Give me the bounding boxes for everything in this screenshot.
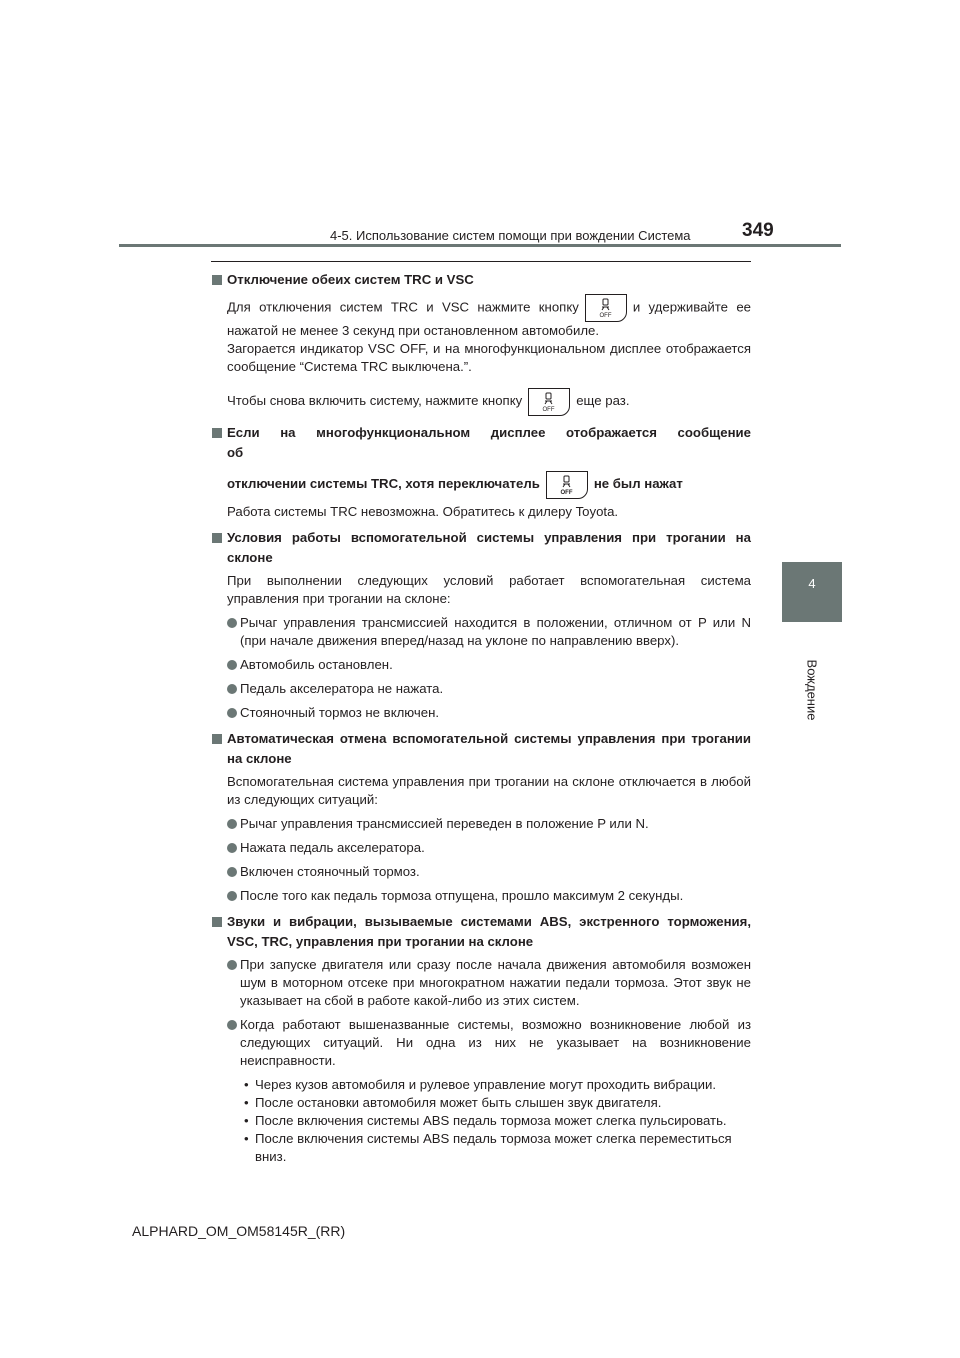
square-bullet-icon (212, 275, 222, 285)
sub-list-item (211, 1112, 751, 1130)
round-bullet-icon (227, 960, 237, 970)
list-item-text: Нажата педаль акселератора. (240, 840, 425, 855)
list-item-text: Когда работают вышеназванные системы, возможно возникновение любой из следующих ситуаций. Ни одна из них не указывает на возникновение неисправности. (240, 1017, 751, 1068)
section-title-continued (211, 469, 751, 499)
sub-bullet-mark: • (244, 1077, 249, 1092)
sub-list-item (211, 1076, 751, 1094)
paragraph: Работа системы TRC невозможна. Обратитесь к дилеру Toyota. (227, 504, 619, 519)
list-item (211, 656, 751, 674)
vsc-off-button-icon (528, 388, 570, 416)
list-item (211, 815, 751, 833)
list-item (211, 887, 751, 905)
sub-list-item-text: Через кузов автомобиля и рулевое управление могут проходить вибрации. (255, 1077, 717, 1092)
vsc-off-button-icon (546, 471, 588, 499)
sub-list-item-text: После остановки автомобиля может быть слышен звук двигателя. (255, 1095, 662, 1110)
paragraph (211, 294, 751, 322)
sub-list-item-text: После включения системы ABS педаль тормоза может слегка переместиться вниз. (255, 1131, 732, 1164)
document-code: ALPHARD_OM_OM58145R_(RR) (132, 1223, 346, 1239)
list-item (211, 704, 751, 722)
header-title: 4-5. Использование систем помощи при вождении Система (330, 228, 691, 243)
list-item-text: После того как педаль тормоза отпущена, прошло максимум 2 секунды. (240, 888, 684, 903)
page-header (0, 0, 960, 250)
sub-list-item-text: После включения системы ABS педаль тормоза может слегка пульсировать. (255, 1113, 727, 1128)
list-item-text: При запуске двигателя или сразу после начала движения автомобиля возможен шум в моторном отсеке при многократном нажатии педали тормоза. Этот звук не указывает на сбой в работе какой-либо из этих систем. (240, 957, 751, 1008)
section-title-text: Условия работы вспомогательной системы управления при трогании на склоне (227, 530, 751, 565)
round-bullet-icon (227, 819, 237, 829)
section-trc-message (211, 423, 751, 521)
list-item-text: Стояночный тормоз не включен. (240, 705, 440, 720)
list-item-text: Педаль акселератора не нажата. (240, 681, 444, 696)
paragraph-text: Для отключения систем TRC и VSC нажмите кнопку (227, 299, 579, 315)
square-bullet-icon (212, 533, 222, 543)
paragraph-text: еще раз. (576, 393, 630, 408)
button-icon-text: OFF (560, 489, 573, 496)
sub-bullet-mark: • (244, 1095, 249, 1110)
round-bullet-icon (227, 660, 237, 670)
page-content (211, 261, 751, 1166)
chapter-number: 4 (808, 576, 816, 591)
list-item (211, 680, 751, 698)
list-item (211, 863, 751, 881)
paragraph-text: Чтобы снова включить систему, нажмите кнопку (227, 393, 523, 408)
paragraph: Загорается индикатор VSC OFF, и на многофункциональном дисплее отображается сообщение “Система TRC выключена.”. (227, 341, 751, 374)
round-bullet-icon (227, 867, 237, 877)
section-trc-vsc-off (211, 270, 751, 416)
square-bullet-icon (212, 917, 222, 927)
list-item-text: Автомобиль остановлен. (240, 657, 393, 672)
paragraph-text: и удерживайте ее (632, 299, 752, 315)
chapter-tab (782, 562, 842, 622)
section-title (211, 912, 751, 952)
round-bullet-icon (227, 891, 237, 901)
list-item (211, 839, 751, 857)
round-bullet-icon (227, 843, 237, 853)
list-item-text: Рычаг управления трансмиссией находится в положении, отличном от P или N (при начале движения вперед/назад на уклоне по направлению вверх). (240, 615, 751, 648)
section-title-text: Если на многофункциональном дисплее отображается сообщение об (227, 425, 751, 460)
square-bullet-icon (212, 428, 222, 438)
section-title-text: Автоматическая отмена вспомогательной системы управления при трогании на склоне (227, 731, 751, 766)
section-title-text: Звуки и вибрации, вызываемые системами ABS, экстренного торможения, VSC, TRC, управления при трогании на склоне (227, 914, 751, 949)
square-bullet-icon (212, 734, 222, 744)
button-icon-text: OFF (542, 406, 555, 413)
section-title-text: отключении системы TRC, хотя переключатель (227, 476, 540, 491)
paragraph: нажатой не менее 3 секунд при остановленном автомобиле. (227, 323, 600, 338)
vsc-off-button-icon (585, 294, 627, 322)
section-hill-start-cancel (211, 729, 751, 905)
content-rule (211, 261, 751, 262)
sub-bullet-mark: • (244, 1113, 249, 1128)
section-title (211, 729, 751, 769)
header-rule (119, 244, 841, 247)
paragraph (211, 386, 751, 416)
list-item (211, 956, 751, 1010)
section-title (211, 423, 751, 463)
sub-list (211, 1076, 751, 1166)
list-item (211, 1016, 751, 1070)
round-bullet-icon (227, 708, 237, 718)
sub-bullet-mark: • (244, 1131, 249, 1146)
paragraph: При выполнении следующих условий работает вспомогательная система управления при трогании на склоне: (227, 573, 751, 606)
section-title-text: Отключение обеих систем TRC и VSC (227, 272, 474, 287)
list-item (211, 614, 751, 650)
section-hill-start-conditions (211, 528, 751, 722)
list-item-text: Включен стояночный тормоз. (240, 864, 420, 879)
round-bullet-icon (227, 618, 237, 628)
section-sounds-vibrations (211, 912, 751, 1166)
round-bullet-icon (227, 684, 237, 694)
section-title (211, 270, 751, 290)
page-number: 349 (742, 220, 774, 241)
list-item-text: Рычаг управления трансмиссией переведен в положение P или N. (240, 816, 649, 831)
section-title (211, 528, 751, 568)
chapter-label: Вождение (804, 659, 820, 721)
section-title-text: не был нажат (593, 476, 683, 491)
button-icon-text: OFF (599, 313, 612, 319)
sub-list-item (211, 1130, 751, 1166)
paragraph: Вспомогательная система управления при трогании на склоне отключается в любой из следующих ситуаций: (227, 774, 751, 807)
sub-list-item (211, 1094, 751, 1112)
round-bullet-icon (227, 1020, 237, 1030)
